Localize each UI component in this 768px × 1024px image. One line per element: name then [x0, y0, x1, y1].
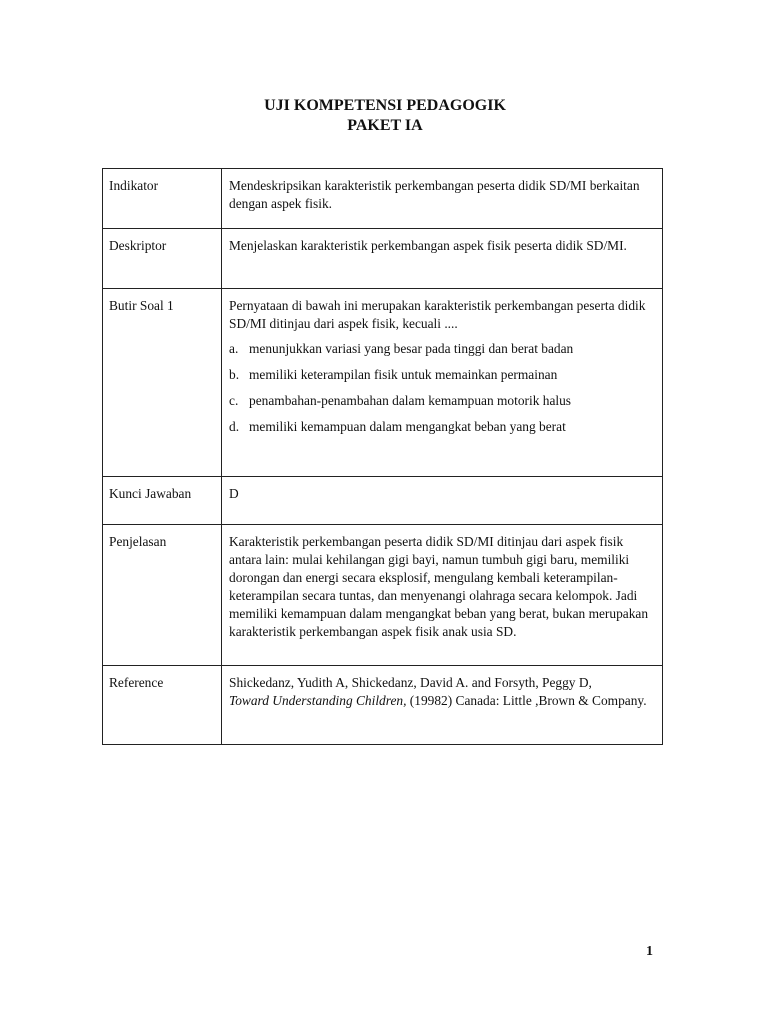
question-table: [102, 168, 663, 745]
title-line-1: UJI KOMPETENSI PEDAGOGIK: [264, 97, 506, 114]
option-text: memiliki keterampilan fisik untuk memainkan permainan: [249, 367, 558, 382]
table-row-butir-soal: [103, 289, 663, 477]
answer-option: [229, 339, 654, 359]
reference-authors: Shickedanz, Yudith A, Shickedanz, David A. and Forsyth, Peggy D,: [229, 675, 592, 690]
title-line-2: PAKET IA: [347, 117, 423, 134]
row-label: Reference: [103, 666, 222, 745]
reference-book-title: Toward Understanding Children,: [229, 693, 407, 708]
option-text: memiliki kemampuan dalam mengangkat beban yang berat: [249, 419, 566, 434]
page-number: 1: [646, 944, 653, 959]
row-content: Karakteristik perkembangan peserta didik SD/MI ditinjau dari aspek fisik antara lain: mulai kehilangan gigi bayi, namun tumbuh gigi baru, memiliki dorongan dan energi secara eksplosif, mengulang kembali keterampilan-keterampilan secara tuntas, dan menyenangi olahraga secara kelompok. Jadi memiliki kemampuan dalam mengangkat beban yang berat, bukan merupakan karakteristik perkembangan aspek fisik anak usia SD.: [222, 525, 663, 666]
table-row-indikator: [103, 169, 663, 229]
document-title: [0, 96, 768, 136]
answer-option: [229, 391, 654, 411]
row-label: Kunci Jawaban: [103, 477, 222, 525]
row-content: Mendeskripsikan karakteristik perkembangan peserta didik SD/MI berkaitan dengan aspek fisik.: [222, 169, 663, 229]
option-letter: c.: [229, 393, 239, 408]
option-letter: a.: [229, 341, 239, 356]
row-label: Butir Soal 1: [103, 289, 222, 477]
table-row-reference: [103, 666, 663, 745]
reference-details: (19982) Canada: Little ,Brown & Company.: [406, 693, 647, 708]
answer-key: D: [222, 477, 663, 525]
row-label: Indikator: [103, 169, 222, 229]
answer-option: [229, 417, 654, 437]
answer-option: [229, 365, 654, 385]
row-content: Menjelaskan karakteristik perkembangan aspek fisik peserta didik SD/MI.: [222, 229, 663, 289]
option-letter: d.: [229, 419, 240, 434]
option-letter: b.: [229, 367, 240, 382]
option-text: menunjukkan variasi yang besar pada tinggi dan berat badan: [249, 341, 574, 356]
reference-citation: [222, 666, 663, 745]
row-content: [222, 289, 663, 477]
question-text: Pernyataan di bawah ini merupakan karakteristik perkembangan peserta didik SD/MI ditinjau dari aspek fisik, kecuali ....: [229, 298, 646, 331]
row-label: Deskriptor: [103, 229, 222, 289]
table-row-deskriptor: [103, 229, 663, 289]
table-row-penjelasan: [103, 525, 663, 666]
option-text: penambahan-penambahan dalam kemampuan motorik halus: [249, 393, 572, 408]
table-row-kunci-jawaban: [103, 477, 663, 525]
row-label: Penjelasan: [103, 525, 222, 666]
